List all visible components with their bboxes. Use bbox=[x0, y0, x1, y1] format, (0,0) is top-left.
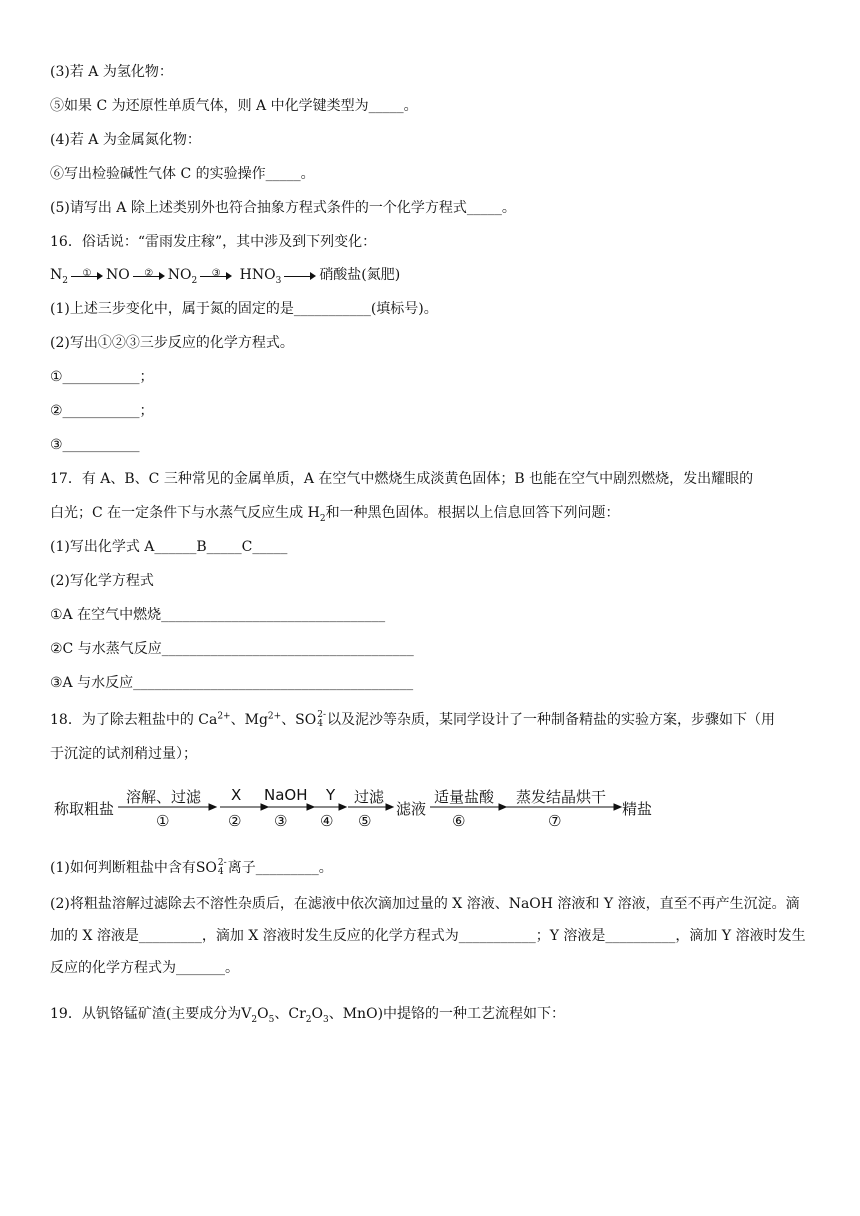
q15-part3: (3)若 A 为氢化物： bbox=[50, 64, 173, 80]
q18-process-flow bbox=[50, 778, 670, 838]
flow-filtrate: 滤液 bbox=[396, 800, 427, 818]
q17-part2: (2)写化学方程式 bbox=[50, 573, 154, 589]
chain-arrow-4 bbox=[284, 268, 316, 282]
q17-answer2: ②C 与水蒸气反应____________________________________ bbox=[50, 641, 414, 657]
q16-reaction-chain bbox=[50, 265, 810, 285]
flow-step4-number: ④ bbox=[320, 812, 334, 830]
flow-step1-label: 溶解、过滤 bbox=[126, 788, 202, 806]
flow-step2-label: X bbox=[231, 786, 242, 804]
q15-item5: ⑤如果 C 为还原性单质气体，则 A 中化学键类型为_____。 bbox=[50, 98, 418, 114]
chain-arrow-3: ③ bbox=[200, 268, 232, 282]
q16-answer2: ②___________； bbox=[50, 403, 154, 419]
q16-answer1: ①___________； bbox=[50, 369, 154, 385]
q17-part1: (1)写出化学式 A______B_____C_____ bbox=[50, 539, 288, 555]
q18-stem-line1: 18．为了除去粗盐中的 $Ca^{2+}$、$Mg^{2+}$、SO 2- 4 以及泥沙等杂质，某同学设计了一种制备精盐的实验方案，步骤如下（用 bbox=[50, 710, 776, 729]
flow-end: 精盐 bbox=[622, 800, 653, 818]
chain-arrow-2: ② bbox=[133, 268, 165, 282]
flow-step3-number: ③ bbox=[274, 812, 288, 830]
q18-stem-line2: 于沉淀的试剂稍过量）； bbox=[50, 746, 197, 762]
flow-step1-number: ① bbox=[156, 812, 170, 830]
q15-part4: (4)若 A 为金属氮化物： bbox=[50, 132, 201, 148]
flow-step6-number: ⑥ bbox=[452, 812, 466, 830]
q15-item6: ⑥写出检验碱性气体 C 的实验操作_____。 bbox=[50, 166, 315, 182]
q17-answer3: ③A 与水反应________________________________________ bbox=[50, 675, 414, 691]
q17-stem-line1: 17．有 A、B、C 三种常见的金属单质，A 在空气中燃烧生成淡黄色固体；B 也能在空气中剧烈燃烧，发出耀眼的 bbox=[50, 471, 754, 487]
chain-arrow-1: ① bbox=[71, 268, 103, 282]
flow-step3-label: NaOH bbox=[264, 786, 308, 804]
q15-part5: (5)请写出 A 除上述类别外也符合抽象方程式条件的一个化学方程式_____。 bbox=[50, 200, 516, 216]
flow-step7-number: ⑦ bbox=[548, 812, 562, 830]
q16-answer3: ③___________ bbox=[50, 437, 140, 453]
chain-n2: $N_2$ bbox=[50, 267, 68, 286]
flow-step5-label: 过滤 bbox=[354, 788, 385, 806]
q16-stem: 16．俗话说：“雷雨发庄稼”，其中涉及到下列变化： bbox=[50, 234, 377, 250]
flow-step6-label: 适量盐酸 bbox=[434, 788, 495, 806]
chain-end: 硝酸盐(氮肥) bbox=[319, 267, 401, 283]
flow-start: 称取粗盐 bbox=[54, 800, 115, 818]
flow-step7-label: 蒸发结晶烘干 bbox=[516, 788, 607, 806]
q18-part2: (2)将粗盐溶解过滤除去不溶性杂质后，在滤液中依次滴加过量的 X 溶液、NaOH 溶液和 Y 溶液，直至不再产生沉淀。滴加的 X 溶液是_________，滴加 X 溶液时发生反应的化学方程式为___________；Y 溶液是__________，滴加 Y 溶液时发生反应的化学方程式为_______。 bbox=[50, 896, 806, 976]
q18-part1: (1)如何判断粗盐中含有SO 2- 4 离子_________。 bbox=[50, 858, 333, 877]
flow-step5-number: ⑤ bbox=[358, 812, 372, 830]
flow-step2-number: ② bbox=[228, 812, 242, 830]
chain-no2: $NO_2$ bbox=[167, 267, 198, 286]
chain-hno3: $HNO_3$ bbox=[239, 267, 282, 286]
chain-no: NO bbox=[105, 267, 130, 283]
flow-step4-label: Y bbox=[326, 786, 336, 804]
q16-part2: (2)写出①②③三步反应的化学方程式。 bbox=[50, 335, 294, 351]
q16-part1: (1)上述三步变化中，属于氮的固定的是___________(填标号)。 bbox=[50, 301, 438, 317]
q17-answer1: ①A 在空气中燃烧________________________________ bbox=[50, 607, 386, 623]
q19-stem: 19．从钒铬锰矿渣(主要成分为$V_2O_5$、$Cr_2O_3$、MnO)中提铬的一种工艺流程如下： bbox=[50, 1006, 566, 1025]
q17-stem-line2: 白光；C 在一定条件下与水蒸气反应生成 $H_2$和一种黑色固体。根据以上信息回答下列问题： bbox=[50, 505, 620, 524]
